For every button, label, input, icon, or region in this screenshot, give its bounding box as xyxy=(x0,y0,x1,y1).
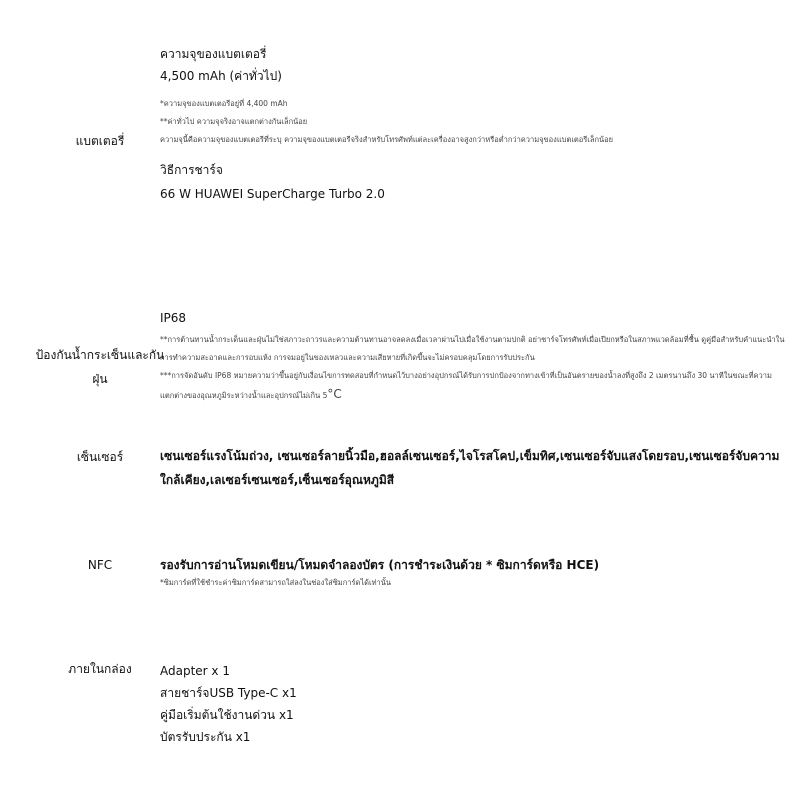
battery-note: ความจุนี้คือความจุของแบตเตอรีที่ระบุ ความจุของแบตเตอรีจริงสำหรับโทรศัพท์แต่ละเครื่องอาจสูงกว่าหรือต่ำกว่าความจุของแบตเตอรีเล็กน้อย xyxy=(160,135,614,144)
battery-label: แบตเตอรี่ xyxy=(75,134,125,148)
nfc-note: *ซิมการ์ดที่ใช้ชำระค่าซิมการ์ดสามารถใส่ลงในช่องใส่ซิมการ์ดได้เท่านั้น xyxy=(160,578,392,587)
nfc-label: NFC xyxy=(87,558,113,572)
nfc-section xyxy=(160,554,785,590)
charging-value: 66 W HUAWEI SuperCharge Turbo 2.0 xyxy=(160,187,385,201)
in-box-label: ภายในกล่อง xyxy=(68,662,132,676)
battery-note: *ความจุของแบตเตอรีอยู่ที่ 4,400 mAh xyxy=(160,99,288,108)
ip-rating: IP68 xyxy=(160,311,187,325)
sensors-section xyxy=(160,444,785,492)
celsius-unit: °C xyxy=(327,387,342,401)
box-item: บัตรรับประกัน x1 xyxy=(160,730,251,744)
battery-capacity-title: ความจุของแบตเตอรี่ xyxy=(160,47,267,61)
water-resistance-section xyxy=(160,309,785,405)
sensors-value: เซนเซอร์แรงโน้มถ่วง, เซนเซอร์ลายนิ้วมือ,ฮอลล์เซนเซอร์,ไจโรสโคป,เข็มทิศ,เซนเซอร์จับแสงโดยรอบ,เซนเซอร์จับความใกล้เคียง,เลเซอร์เซนเซอร์,เซ็นเซอร์อุณหภูมิสี xyxy=(160,449,780,487)
box-item: คู่มือเริ่มต้นใช้งานด่วน x1 xyxy=(160,708,294,722)
box-item: สายชาร์จUSB Type-C x1 xyxy=(160,686,297,700)
in-box-section xyxy=(160,660,785,748)
water-resistance-label: ป้องกันน้ำกระเซ็นและกันฝุ่น xyxy=(35,348,165,386)
water-note: **การต้านทานน้ำกระเด็นและฝุ่นไม่ใช่สภาวะถาวรและความต้านทานอาจลดลงเมื่อเวลาผ่านไปเมื่อใช้งานตามปกติ อย่าชาร์จโทรศัพท์เมื่อเปียกหรือในสภาพแวดล้อมที่ชื้น ดูคู่มือสำหรับคำแนะนำในการทำความสะอาดและการอบแห้ง การจมอยู่ในของเหลวและความเสียหายที่เกิดขึ้นจะไม่ครอบคลุมโดยการรับประกัน xyxy=(160,335,785,362)
battery-section xyxy=(160,45,785,203)
battery-note: **ค่าทั่วไป ความจุจริงอาจแตกต่างกันเล็กน้อย xyxy=(160,117,308,126)
sensors-label: เซ็นเซอร์ xyxy=(76,450,124,464)
water-note xyxy=(160,367,785,405)
battery-capacity-value: 4,500 mAh (ค่าทั่วไป) xyxy=(160,69,282,83)
nfc-value: รองรับการอ่านโหมดเขียน/โหมดจำลองบัตร (การชำระเงินด้วย * ซิมการ์ดหรือ HCE) xyxy=(160,558,600,572)
charging-title: วิธีการชาร์จ xyxy=(160,163,223,177)
water-note-text: ***การจัดอันดับ IP68 หมายความว่าขึ้นอยู่กับเงื่อนไขการทดสอบที่กำหนดไว้บางอย่างอุปกรณ์ได้รับการปกป้องจากทางเข้าที่เป็นอันตรายของน้ำลงที่สูงถึง 2 เมตรนานถึง 30 นาทีในขณะที่ความแตกต่างของอุณหภูมิระหว่างน้ำและอุปกรณ์ไม่เกิน 5 xyxy=(160,371,772,400)
box-item: Adapter x 1 xyxy=(160,664,230,678)
